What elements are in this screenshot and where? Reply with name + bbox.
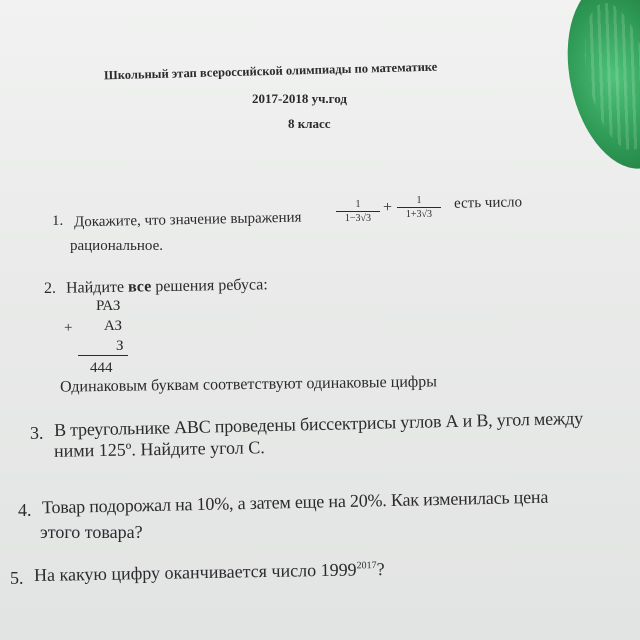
problem-1-line2: рациональное. (70, 238, 163, 254)
problem-2-note: Одинаковым буквам соответствуют одинаковые цифры (59, 373, 438, 396)
problem-1-text: Докажите, что значение выражения (73, 209, 302, 231)
problem-2-text-before: Найдите (65, 278, 125, 297)
problem-5-number: 5. (10, 568, 24, 588)
rebus-row-2: АЗ (104, 318, 122, 334)
problem-4-number: 4. (18, 500, 32, 520)
olympiad-title: Школьный этап всероссийской олимпиады по математике (103, 59, 438, 83)
problem-2-number: 2. (44, 280, 56, 297)
problem-4-line2: этого товара? (40, 522, 143, 542)
rebus-row-3: З (116, 338, 124, 354)
problem-4-line1: Товар подорожал на 10%, а затем еще на 20%. Как изменилась цена (41, 486, 549, 518)
school-year: 2017-2018 уч.год (252, 91, 347, 106)
fraction-2 (397, 195, 441, 220)
fraction-1-numerator: 1 (336, 199, 380, 212)
problem-2-text (66, 276, 268, 298)
fraction-1 (336, 199, 380, 224)
problem-3-line2: ними 125º. Найдите угол С. (53, 437, 265, 461)
problem-5-question: На какую цифру оканчивается число 1999 (33, 559, 357, 586)
problem-5-exponent: 2017 (356, 560, 377, 572)
green-object (551, 0, 640, 179)
rebus-result: 444 (90, 360, 113, 376)
rebus-sum-line (78, 355, 128, 356)
problem-1-tail: есть число (453, 194, 523, 212)
problem-5-question-mark: ? (376, 558, 385, 580)
problem-5-text (34, 559, 385, 586)
rebus-row-1: РАЗ (96, 298, 121, 314)
rebus-plus: + (64, 320, 73, 336)
fraction-2-numerator: 1 (397, 195, 441, 208)
problem-1-number: 1. (52, 213, 64, 229)
problem-2-text-after: решения ребуса: (155, 276, 268, 296)
plus-sign: + (383, 199, 393, 216)
fraction-2-denominator: 1+3√3 (405, 209, 433, 220)
fraction-1-denominator: 1−3√3 (344, 213, 372, 224)
problem-3-line1: В треугольнике АВС проведены биссектрисы углов А и В, угол между (53, 408, 584, 440)
grade-label: 8 класс (288, 116, 331, 131)
problem-2-text-bold: все (127, 278, 152, 296)
problem-3-number: 3. (30, 423, 44, 443)
